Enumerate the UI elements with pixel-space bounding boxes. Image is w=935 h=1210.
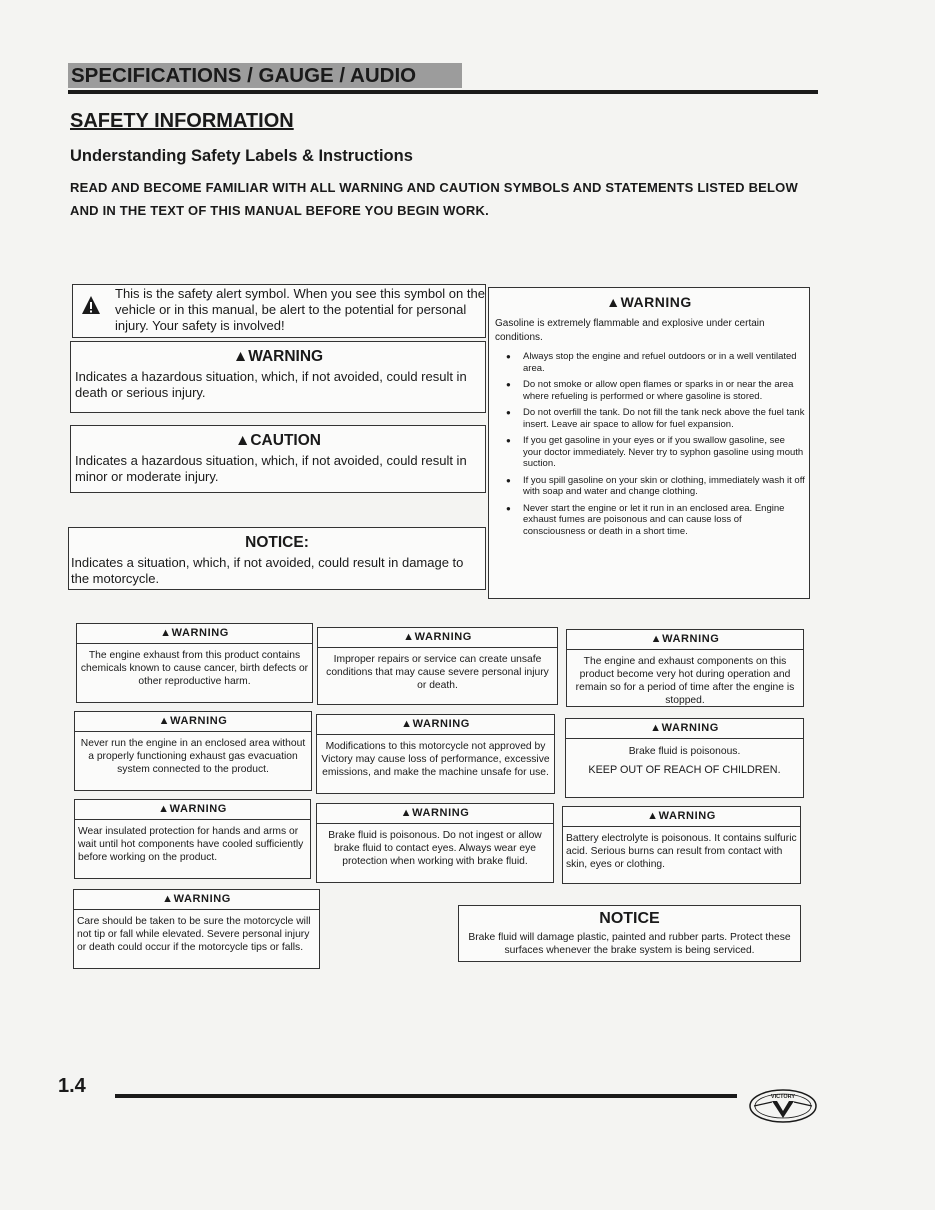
warning-label-brake-fluid-poison (565, 718, 804, 798)
safety-alert-icon (81, 295, 101, 315)
warning-label-title: ▲WARNING (317, 715, 554, 735)
victory-logo-icon (748, 1088, 818, 1124)
footer-rule (115, 1094, 737, 1098)
warning-alert-icon: ▲ (232, 348, 249, 365)
gasoline-warning-title: ▲WARNING (606, 294, 692, 310)
warning-label-title: ▲WARNING (75, 712, 311, 732)
warning-alert-icon: ▲ (650, 633, 663, 645)
warning-definition-text: Indicates a hazardous situation, which, if not avoided, could result in death or serious injury. (75, 369, 467, 400)
list-item: ● If you spill gasoline on your skin or clothing, immediately wash it off with soap and water and change clothing. (523, 475, 805, 498)
warning-label-battery-electrolyte (562, 806, 801, 884)
logo-wordmark: VICTORY (770, 1094, 796, 1100)
warning-alert-icon: ▲ (647, 810, 659, 822)
warning-label-insulated-protection (74, 799, 311, 879)
list-item: ● Do not overfill the tank. Do not fill the tank neck above the fuel tank insert. Leave air space to allow for fuel expansion. (523, 407, 805, 430)
caution-definition-box (70, 425, 486, 493)
warning-alert-icon: ▲ (650, 722, 662, 734)
warning-label-improper-repairs (317, 627, 558, 705)
warning-label-motorcycle-tip (73, 889, 320, 969)
warning-label-text: Battery electrolyte is poisonous. It contains sulfuric acid. Serious burns can result from contact with skin, eyes or clothing. (566, 833, 797, 870)
caution-definition-text: Indicates a hazardous situation, which, if not avoided, could result in minor or moderate injury. (75, 453, 467, 484)
warning-alert-icon: ▲ (160, 627, 172, 639)
warning-label-text: Never run the engine in an enclosed area without a properly functioning exhaust gas evacuation system connected to the product. (80, 738, 306, 775)
brake-fluid-notice-box (458, 905, 801, 962)
warning-label-title: ▲WARNING (317, 804, 553, 824)
warning-label-subtext: KEEP OUT OF REACH OF CHILDREN. (588, 764, 781, 776)
page-number: 1.4 (58, 1075, 86, 1097)
warning-alert-icon: ▲ (606, 294, 621, 310)
warning-label-text: Improper repairs or service can create unsafe conditions that may cause severe personal injury or death. (326, 654, 549, 691)
warning-label-title: ▲WARNING (77, 624, 312, 644)
caution-definition-title: ▲CAUTION (235, 432, 321, 449)
brake-fluid-notice-text: Brake fluid will damage plastic, painted and rubber parts. Protect these surfaces whenever the brake system is being serviced. (468, 932, 791, 956)
warning-label-text: The engine exhaust from this product contains chemicals known to cause cancer, birth defects or other reproductive harm. (80, 650, 309, 687)
gasoline-warning-box (488, 287, 810, 599)
warning-label-modifications (316, 714, 555, 794)
warning-alert-icon: ▲ (158, 715, 171, 727)
safety-alert-text: This is the safety alert symbol. When you see this symbol on the vehicle or in this manual, be alert to the potential for personal injury. Your safety is involved! (115, 286, 485, 333)
notice-definition-title: NOTICE: (245, 534, 309, 551)
warning-label-text: The engine and exhaust components on this product become very hot during operation and remain so for a period of time after the engine is stopped. (575, 656, 795, 706)
caution-alert-icon: ▲ (235, 432, 251, 449)
warning-label-title: ▲WARNING (563, 807, 800, 827)
warning-label-text: Brake fluid is poisonous. (628, 746, 741, 757)
warning-label-hot-components (566, 629, 804, 707)
page-heading: SAFETY INFORMATION (70, 110, 294, 132)
warning-label-title: ▲WARNING (567, 630, 803, 650)
brake-fluid-notice-title: NOTICE (599, 910, 660, 927)
instruction-text: READ AND BECOME FAMILIAR WITH ALL WARNING AND CAUTION SYMBOLS AND STATEMENTS LISTED BELOW AND IN THE TEXT OF THIS MANUAL BEFORE YOU BEGIN WORK. (70, 180, 798, 218)
safety-alert-box (72, 284, 486, 338)
warning-label-title: ▲WARNING (318, 628, 557, 648)
warning-definition-title: ▲WARNING (232, 348, 324, 365)
warning-label-text: Wear insulated protection for hands and arms or wait until hot components have cooled sufficiently before working on the product. (78, 826, 304, 863)
warning-label-text: Modifications to this motorcycle not approved by Victory may cause loss of performance, excessive emissions, and make the machine unsafe for use. (321, 741, 550, 778)
notice-definition-text: Indicates a situation, which, if not avoided, could result in damage to the motorcycle. (71, 555, 464, 586)
warning-label-enclosed-area (74, 711, 312, 791)
list-item: ● Do not smoke or allow open flames or sparks in or near the area where refueling is performed or where gasoline is stored. (523, 379, 805, 402)
gasoline-warning-list (489, 351, 809, 537)
warning-label-title: ▲WARNING (75, 800, 310, 820)
warning-label-brake-fluid-eyes (316, 803, 554, 883)
warning-label-exhaust-chemicals (76, 623, 313, 703)
warning-alert-icon: ▲ (158, 803, 170, 815)
warning-label-title: ▲WARNING (566, 719, 803, 739)
list-item: ● Never start the engine or let it run in an enclosed area. Engine exhaust fumes are poisonous and can cause loss of consciousness or death in a short time. (523, 503, 805, 538)
list-item: ● Always stop the engine and refuel outdoors or in a well ventilated area. (523, 351, 805, 374)
sub-heading: Understanding Safety Labels & Instructions (70, 147, 413, 165)
warning-label-text: Care should be taken to be sure the motorcycle will not tip or fall while elevated. Severe personal injury or death could occur if the motorcycle tips or falls. (77, 916, 311, 953)
warning-alert-icon: ▲ (401, 718, 413, 730)
warning-alert-icon: ▲ (400, 807, 413, 819)
section-title: SPECIFICATIONS / GAUGE / AUDIO (68, 63, 462, 88)
warning-definition-box (70, 341, 486, 413)
list-item: ● If you get gasoline in your eyes or if you swallow gasoline, see your doctor immediately. Never try to syphon gasoline using mouth suction. (523, 435, 805, 470)
gasoline-warning-intro: Gasoline is extremely flammable and explosive under certain conditions. (495, 318, 765, 343)
warning-label-text: Brake fluid is poisonous. Do not ingest or allow brake fluid to contact eyes. Always wear eye protection when working with brake fluid. (328, 830, 542, 867)
notice-definition-box (68, 527, 486, 590)
warning-alert-icon: ▲ (162, 893, 174, 905)
warning-label-title: ▲WARNING (74, 890, 319, 910)
warning-alert-icon: ▲ (403, 631, 415, 643)
